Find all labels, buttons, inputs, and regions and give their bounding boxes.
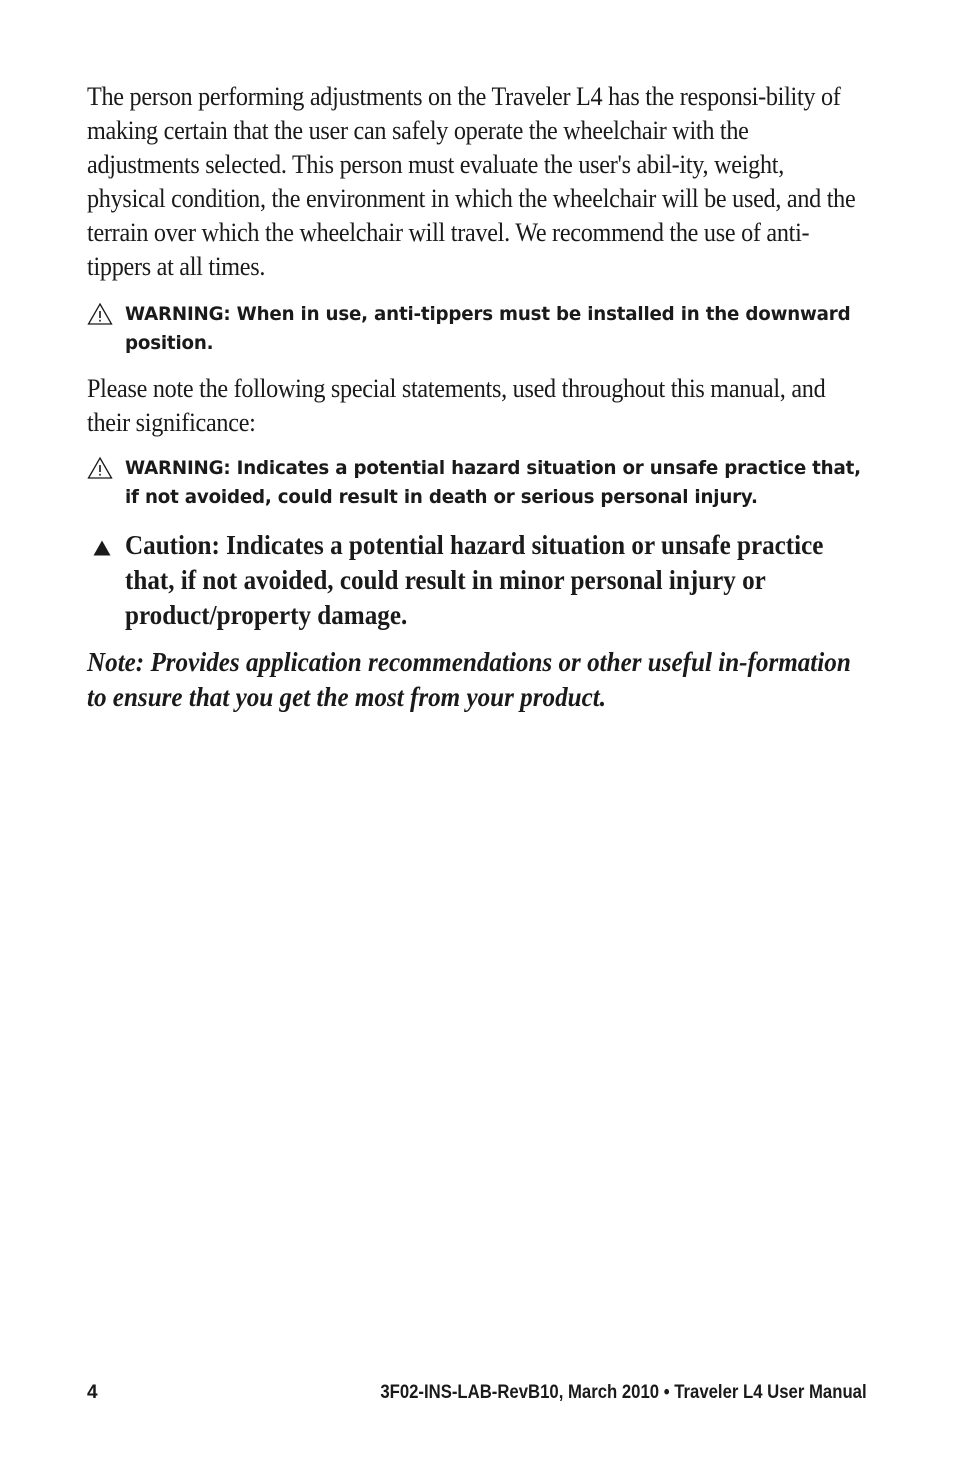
intro-paragraph: The person performing adjustments on the Traveler L4 has the responsi-bility of making certain that the user can safely operate the wheelchair with the adjustments selected. This person must evaluate the user's abil-ity, weight, physical condition, the environment in which the wheelchair will be used, and the terrain over which the wheelchair will travel. We recommend the use of anti-tippers at all times. [87, 82, 856, 281]
caution-triangle-icon [93, 540, 111, 556]
warning-anti-tippers [87, 300, 867, 358]
warning-anti-tippers-text: WARNING: When in use, anti-tippers must be installed in the downward position. [125, 303, 851, 354]
note-definition: Note: Provides application recommendations or other useful in-formation to ensure that you get the most from your product. [87, 647, 851, 712]
warning-triangle-icon [87, 456, 113, 480]
warning-definition-text: WARNING: Indicates a potential hazard situation or unsafe practice that, if not avoided, could result in death or serious personal injury. [125, 457, 861, 508]
statements-intro-paragraph: Please note the following special statements, used throughout this manual, and their significance: [87, 374, 826, 437]
warning-definition [87, 454, 867, 512]
manual-page-content [87, 80, 867, 742]
document-info: 3F02-INS-LAB-RevB10, March 2010 • Traveler L4 User Manual [380, 1382, 867, 1403]
caution-definition-text: Caution: Indicates a potential hazard situation or unsafe practice that, if not avoided, could result in minor personal injury or product/property damage. [125, 530, 824, 630]
caution-definition [87, 528, 867, 633]
page-number: 4 [87, 1382, 98, 1403]
warning-triangle-icon [87, 302, 113, 326]
page-footer [87, 1380, 867, 1406]
